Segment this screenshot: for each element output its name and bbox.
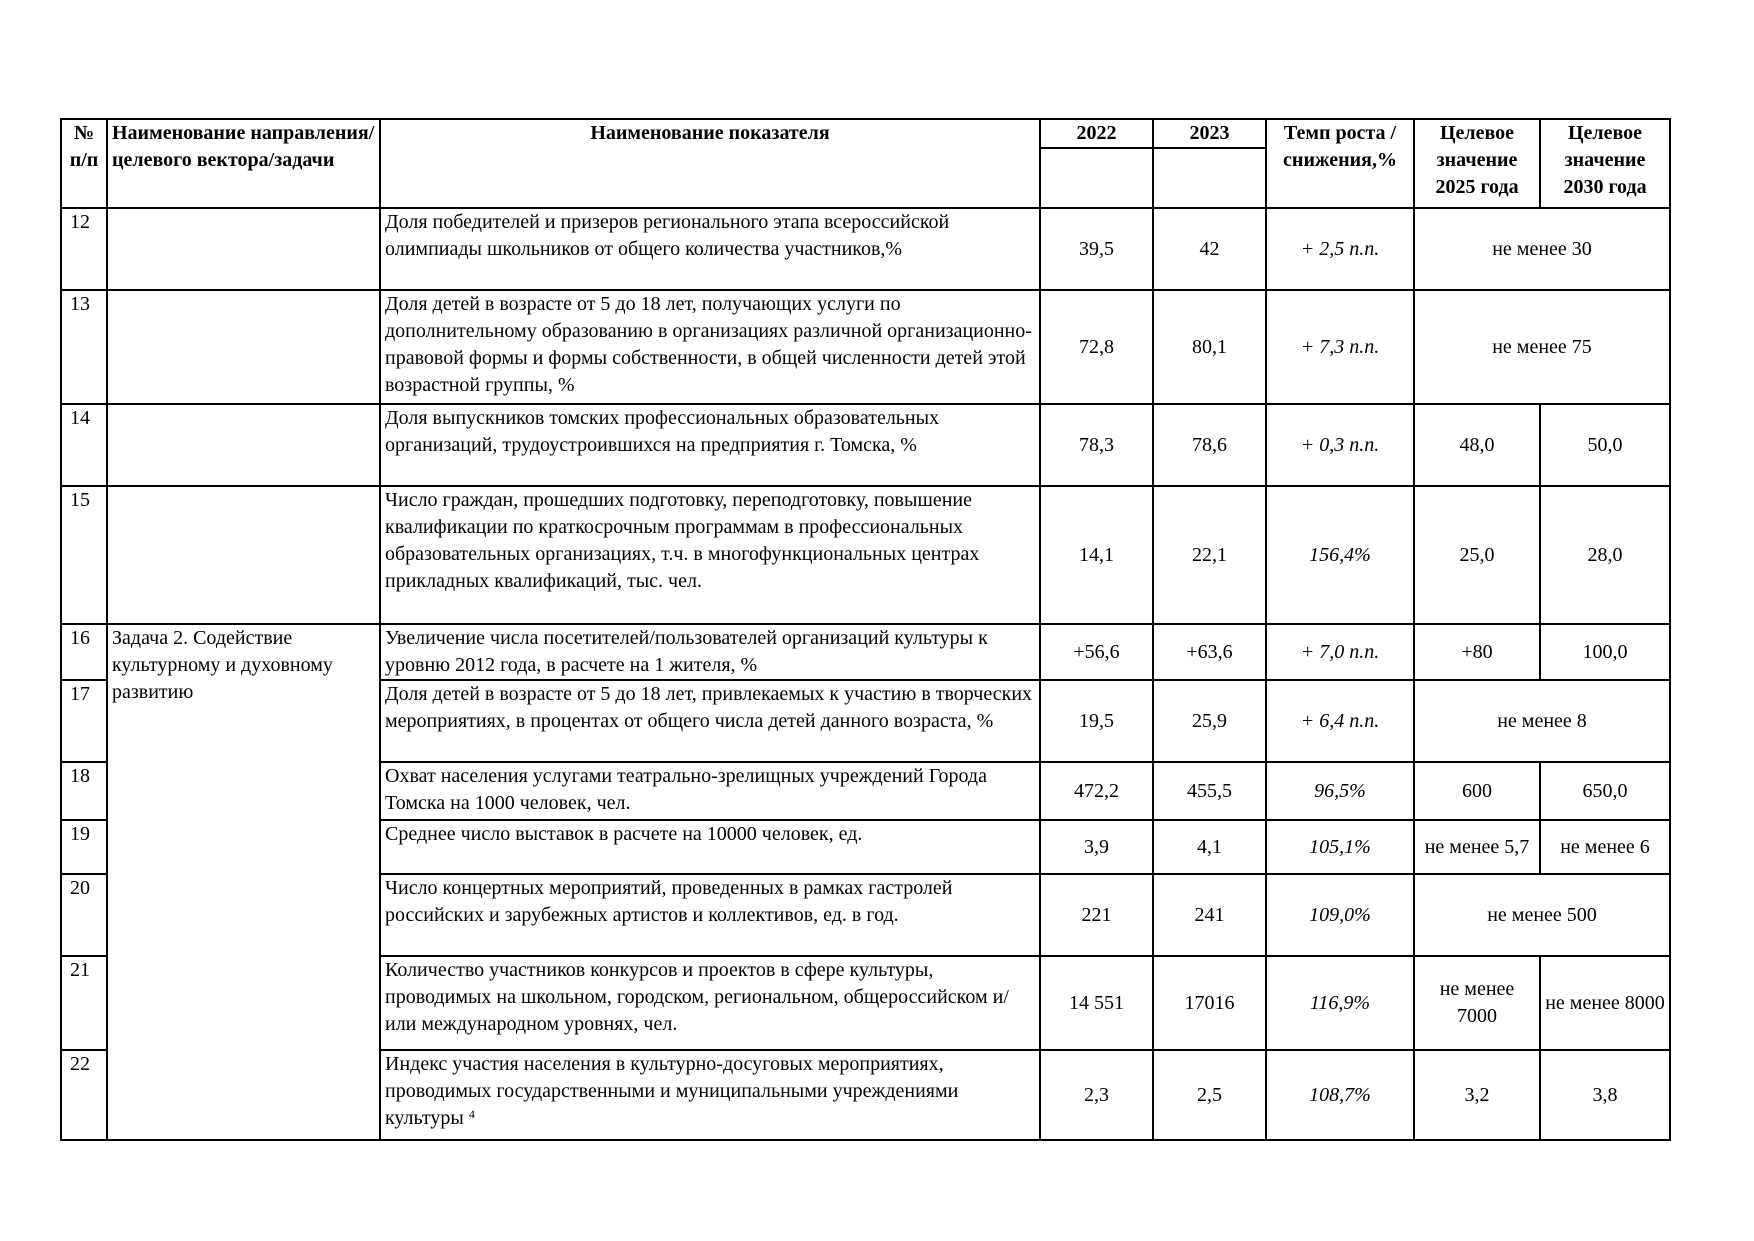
row-value-2022: 19,5 [1040,680,1153,762]
row-rate: 105,1% [1266,820,1414,874]
row-value-2023: 78,6 [1153,404,1266,486]
table-header-row [61,119,1670,148]
row-target-2030: 100,0 [1540,624,1670,680]
row-indicator-text: Индекс участия населения в культурно-досуговых мероприятиях, проводимых государственными и муниципальными учреждениями культуры [385,1053,959,1129]
row-num: 17 [61,680,107,762]
row-rate: + 7,3 п.п. [1266,290,1414,404]
indicators-table [60,118,1671,1141]
row-rate: + 2,5 п.п. [1266,208,1414,290]
row-value-2023: +63,6 [1153,624,1266,680]
header-rate: Темп роста / снижения,% [1266,119,1414,208]
row-target-2030: 650,0 [1540,762,1670,820]
row-indicator: Доля детей в возрасте от 5 до 18 лет, получающих услуги по дополнительному образованию в организациях различной организационно-правовой формы и формы собственности, в общей численности детей этой возрастной группы, % [380,290,1040,404]
row-num: 12 [61,208,107,290]
row-value-2023: 4,1 [1153,820,1266,874]
row-value-2023: 25,9 [1153,680,1266,762]
table-row [61,208,1670,290]
row-direction [107,404,380,486]
row-num: 13 [61,290,107,404]
row-target-2025: не менее 5,7 [1414,820,1540,874]
row-indicator: Доля победителей и призеров регионального этапа всероссийской олимпиады школьников от общего количества участников,% [380,208,1040,290]
row-value-2022: 2,3 [1040,1050,1153,1140]
header-target-2025: Целевое значение 2025 года [1414,119,1540,208]
row-target: не менее 30 [1414,208,1670,290]
row-value-2022: 472,2 [1040,762,1153,820]
row-target-2030: не менее 8000 [1540,956,1670,1050]
row-target-2025: не менее 7000 [1414,956,1540,1050]
row-num: 22 [61,1050,107,1140]
table-row [61,290,1670,404]
row-indicator: Увеличение числа посетителей/пользователей организаций культуры к уровню 2012 года, в расчете на 1 жителя, % [380,624,1040,680]
row-target-2030: не менее 6 [1540,820,1670,874]
row-indicator: Охват населения услугами театрально-зрелищных учреждений Города Томска на 1000 человек, чел. [380,762,1040,820]
header-num: № п/п [61,119,107,208]
row-value-2022: +56,6 [1040,624,1153,680]
table-row [61,624,1670,680]
row-rate: + 7,0 п.п. [1266,624,1414,680]
table-row [61,404,1670,486]
row-indicator: Доля выпускников томских профессиональных образовательных организаций, трудоустроившихся на предприятия г. Томска, % [380,404,1040,486]
row-direction [107,208,380,290]
row-direction [107,290,380,404]
footnote-marker: 4 [468,1107,475,1121]
row-target-2025: +80 [1414,624,1540,680]
row-value-2023: 80,1 [1153,290,1266,404]
table-row [61,486,1670,624]
row-value-2023: 17016 [1153,956,1266,1050]
row-direction [107,486,380,624]
row-value-2023: 455,5 [1153,762,1266,820]
row-value-2022: 39,5 [1040,208,1153,290]
row-rate: 109,0% [1266,874,1414,956]
row-value-2023: 42 [1153,208,1266,290]
row-value-2022: 221 [1040,874,1153,956]
row-rate: 116,9% [1266,956,1414,1050]
row-target: не менее 8 [1414,680,1670,762]
row-num: 20 [61,874,107,956]
row-target-2030: 3,8 [1540,1050,1670,1140]
row-num: 21 [61,956,107,1050]
row-value-2022: 72,8 [1040,290,1153,404]
row-num: 15 [61,486,107,624]
header-2022-blank [1040,148,1153,208]
row-rate: 108,7% [1266,1050,1414,1140]
header-2023-blank [1153,148,1266,208]
row-target-2025: 3,2 [1414,1050,1540,1140]
row-indicator: Доля детей в возрасте от 5 до 18 лет, привлекаемых к участию в творческих мероприятиях, в процентах от общего числа детей данного возраста, % [380,680,1040,762]
row-target: не менее 75 [1414,290,1670,404]
row-num: 18 [61,762,107,820]
row-num: 16 [61,624,107,680]
row-num: 19 [61,820,107,874]
row-value-2022: 3,9 [1040,820,1153,874]
row-value-2023: 2,5 [1153,1050,1266,1140]
row-value-2023: 22,1 [1153,486,1266,624]
row-rate: 96,5% [1266,762,1414,820]
row-value-2023: 241 [1153,874,1266,956]
row-indicator: Число граждан, прошедших подготовку, переподготовку, повышение квалификации по краткосрочным программам в профессиональных образовательных организациях, т.ч. в многофункциональных центрах прикладных квалификаций, тыс. чел. [380,486,1040,624]
row-value-2022: 14,1 [1040,486,1153,624]
row-target-2030: 50,0 [1540,404,1670,486]
row-target-2025: 600 [1414,762,1540,820]
header-direction: Наименование направления/целевого вектора/задачи [107,119,380,208]
row-indicator: Среднее число выставок в расчете на 10000 человек, ед. [380,820,1040,874]
task-2-name: Задача 2. Содействие культурному и духовному развитию [107,624,380,1140]
row-value-2022: 78,3 [1040,404,1153,486]
header-2023: 2023 [1153,119,1266,148]
row-indicator: Количество участников конкурсов и проектов в сфере культуры, проводимых на школьном, городском, региональном, общероссийском и/или международном уровнях, чел. [380,956,1040,1050]
row-target-2030: 28,0 [1540,486,1670,624]
header-indicator: Наименование показателя [380,119,1040,208]
document-page [60,118,1671,1141]
row-target-2025: 25,0 [1414,486,1540,624]
row-rate: + 0,3 п.п. [1266,404,1414,486]
row-indicator [380,1050,1040,1140]
row-value-2022: 14 551 [1040,956,1153,1050]
row-rate: 156,4% [1266,486,1414,624]
row-target: не менее 500 [1414,874,1670,956]
row-rate: + 6,4 п.п. [1266,680,1414,762]
header-target-2030: Целевое значение 2030 года [1540,119,1670,208]
row-num: 14 [61,404,107,486]
row-target-2025: 48,0 [1414,404,1540,486]
row-indicator: Число концертных мероприятий, проведенных в рамках гастролей российских и зарубежных артистов и коллективов, ед. в год. [380,874,1040,956]
header-2022: 2022 [1040,119,1153,148]
